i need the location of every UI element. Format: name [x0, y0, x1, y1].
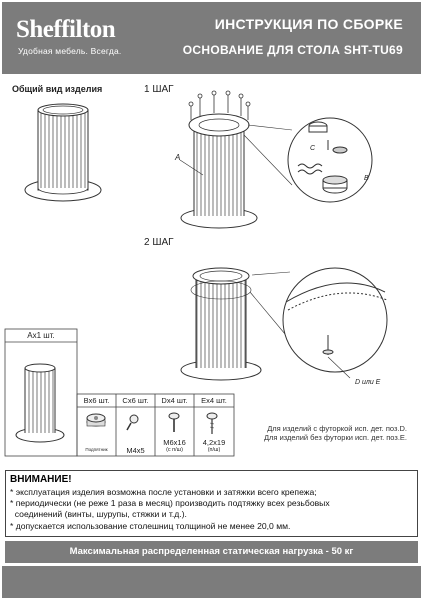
warning-box — [5, 470, 418, 537]
part-d-title: Dx4 шт. — [161, 396, 188, 405]
warning-item: * эксплуатация изделия возможна после установки и затяжки всего крепежа; — [10, 487, 317, 497]
doc-subtitle: ОСНОВАНИЕ ДЛЯ СТОЛА SHT-TU69 — [182, 43, 403, 57]
part-c-title: Cx6 шт. — [122, 396, 149, 405]
step1-detail-circle — [244, 118, 372, 202]
part-d-sub: (с п/ш) — [166, 447, 183, 453]
part-d-drawing — [169, 413, 179, 432]
part-b-title: Bx6 шт. — [83, 396, 110, 405]
brand-tagline: Удобная мебель. Всегда. — [18, 46, 122, 56]
step2-label: 2 ШАГ — [144, 237, 174, 248]
part-d-size: M6x16 — [163, 438, 186, 447]
callout-c: C — [310, 145, 316, 152]
part-a-title: Ax1 шт. — [27, 331, 55, 340]
part-a-drawing — [16, 364, 64, 442]
step1-label: 1 ШАГ — [144, 84, 174, 95]
overview-leg-drawing — [25, 104, 101, 201]
max-load-banner: Максимальная распределенная статическая нагрузка - 50 кг — [5, 541, 418, 563]
part-c-size: M4x5 — [126, 446, 145, 455]
part-b-sub: Подпятник — [85, 447, 108, 452]
part-e-title: Ex4 шт. — [201, 396, 227, 405]
part-e-drawing — [207, 413, 217, 434]
bottom-bar — [2, 566, 421, 598]
callout-d-or-e: D или E — [355, 379, 381, 386]
part-e-size: 4,2x19 — [202, 438, 226, 447]
step2-leg-drawing — [181, 268, 290, 380]
part-c-drawing — [127, 415, 138, 430]
step2-detail-circle — [283, 268, 387, 378]
overview-label: Общий вид изделия — [12, 84, 103, 94]
callout-b: B — [364, 175, 369, 182]
part-e-sub: (п/ш) — [207, 447, 221, 453]
warning-item: * периодически (не реже 1 раза в месяц) производить подтяжку всех резьбовых — [10, 498, 330, 508]
doc-title: ИНСТРУКЦИЯ ПО СБОРКЕ — [214, 16, 403, 32]
step1-leg-drawing — [180, 91, 257, 228]
warning-item: * допускается использование столешниц толщиной не менее 20,0 мм. — [10, 521, 291, 531]
warning-title: ВНИМАНИЕ! — [10, 474, 72, 485]
warning-item: соединений (винты, шурупы, стяжки и т.д.). — [10, 509, 187, 519]
callout-a: A — [175, 153, 181, 162]
note-line-1: Для изделий с футоркой исп. дет. поз.D. — [267, 424, 407, 433]
note-line-2: Для изделий без футорки исп. дет. поз.E. — [263, 433, 407, 442]
part-b-drawing — [87, 414, 105, 426]
brand-logo: Sheffilton — [16, 16, 116, 43]
